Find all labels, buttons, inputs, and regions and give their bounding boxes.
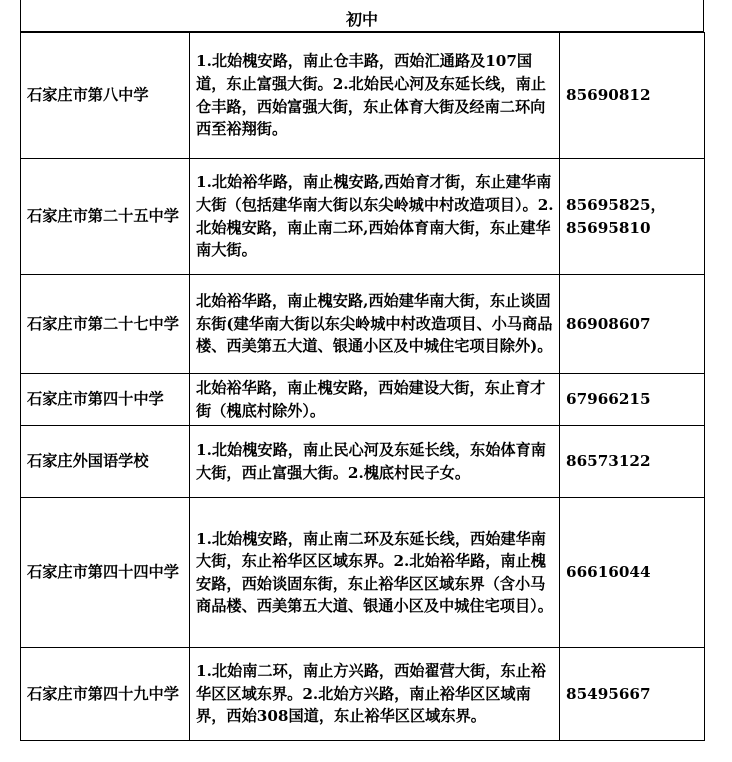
school-name: 石家庄市第四十四中学 xyxy=(21,498,190,648)
enrollment-area: 1.北始槐安路，南止仓丰路，西始汇通路及107国道，东止富强大街。2.北始民心河及东延长线，南止仓丰路，西始富强大街，东止体育大街及经南二环向西至裕翔街。 xyxy=(190,33,560,159)
school-name: 石家庄市第八中学 xyxy=(21,33,190,159)
phone-number: 86908607 xyxy=(560,275,705,374)
enrollment-area: 1.北始槐安路，南止民心河及东延长线，东始体育南大街，西止富强大街。2.槐底村民子女。 xyxy=(190,426,560,498)
enrollment-area: 1.北始槐安路，南止南二环及东延长线，西始建华南大街，东止裕华区区域东界。2.北始裕华路，南止槐安路，西始谈固东街，东止裕华区区域东界（含小马商品楼、西美第五大道、银通小区及中城住宅项目）。 xyxy=(190,498,560,648)
table-row xyxy=(21,498,705,648)
school-name: 石家庄市第四十中学 xyxy=(21,374,190,426)
phone-number: 66616044 xyxy=(560,498,705,648)
phone-number: 85495667 xyxy=(560,648,705,741)
enrollment-area: 1.北始裕华路，南止槐安路,西始育才街，东止建华南大街（包括建华南大街以东尖岭城中村改造项目）。2.北始槐安路，南止南二环,西始体育南大街，东止建华南大街。 xyxy=(190,159,560,275)
school-name: 石家庄市第二十七中学 xyxy=(21,275,190,374)
table-title-row xyxy=(20,0,704,32)
table-row xyxy=(21,159,705,275)
phone-number: 85690812 xyxy=(560,33,705,159)
table-title: 初中 xyxy=(345,10,378,29)
phone-number: 86573122 xyxy=(560,426,705,498)
enrollment-area: 北始裕华路，南止槐安路,西始建华南大街，东止谈固东街(建华南大街以东尖岭城中村改造项目、小马商品楼、西美第五大道、银通小区及中城住宅项目除外)。 xyxy=(190,275,560,374)
school-name: 石家庄市第四十九中学 xyxy=(21,648,190,741)
phone-number: 85695825， 85695810 xyxy=(560,159,705,275)
table-row xyxy=(21,33,705,159)
table-row xyxy=(21,374,705,426)
school-name: 石家庄外国语学校 xyxy=(21,426,190,498)
table-row xyxy=(21,275,705,374)
phone-number: 67966215 xyxy=(560,374,705,426)
enrollment-area: 北始裕华路，南止槐安路，西始建设大街，东止育才街（槐底村除外）。 xyxy=(190,374,560,426)
enrollment-zone-table xyxy=(20,0,704,741)
enrollment-area: 1.北始南二环，南止方兴路，西始翟营大街，东止裕华区区域东界。2.北始方兴路，南止裕华区区域南界，西始308国道，东止裕华区区域东界。 xyxy=(190,648,560,741)
table-row xyxy=(21,648,705,741)
school-table xyxy=(20,32,705,741)
school-name: 石家庄市第二十五中学 xyxy=(21,159,190,275)
table-row xyxy=(21,426,705,498)
